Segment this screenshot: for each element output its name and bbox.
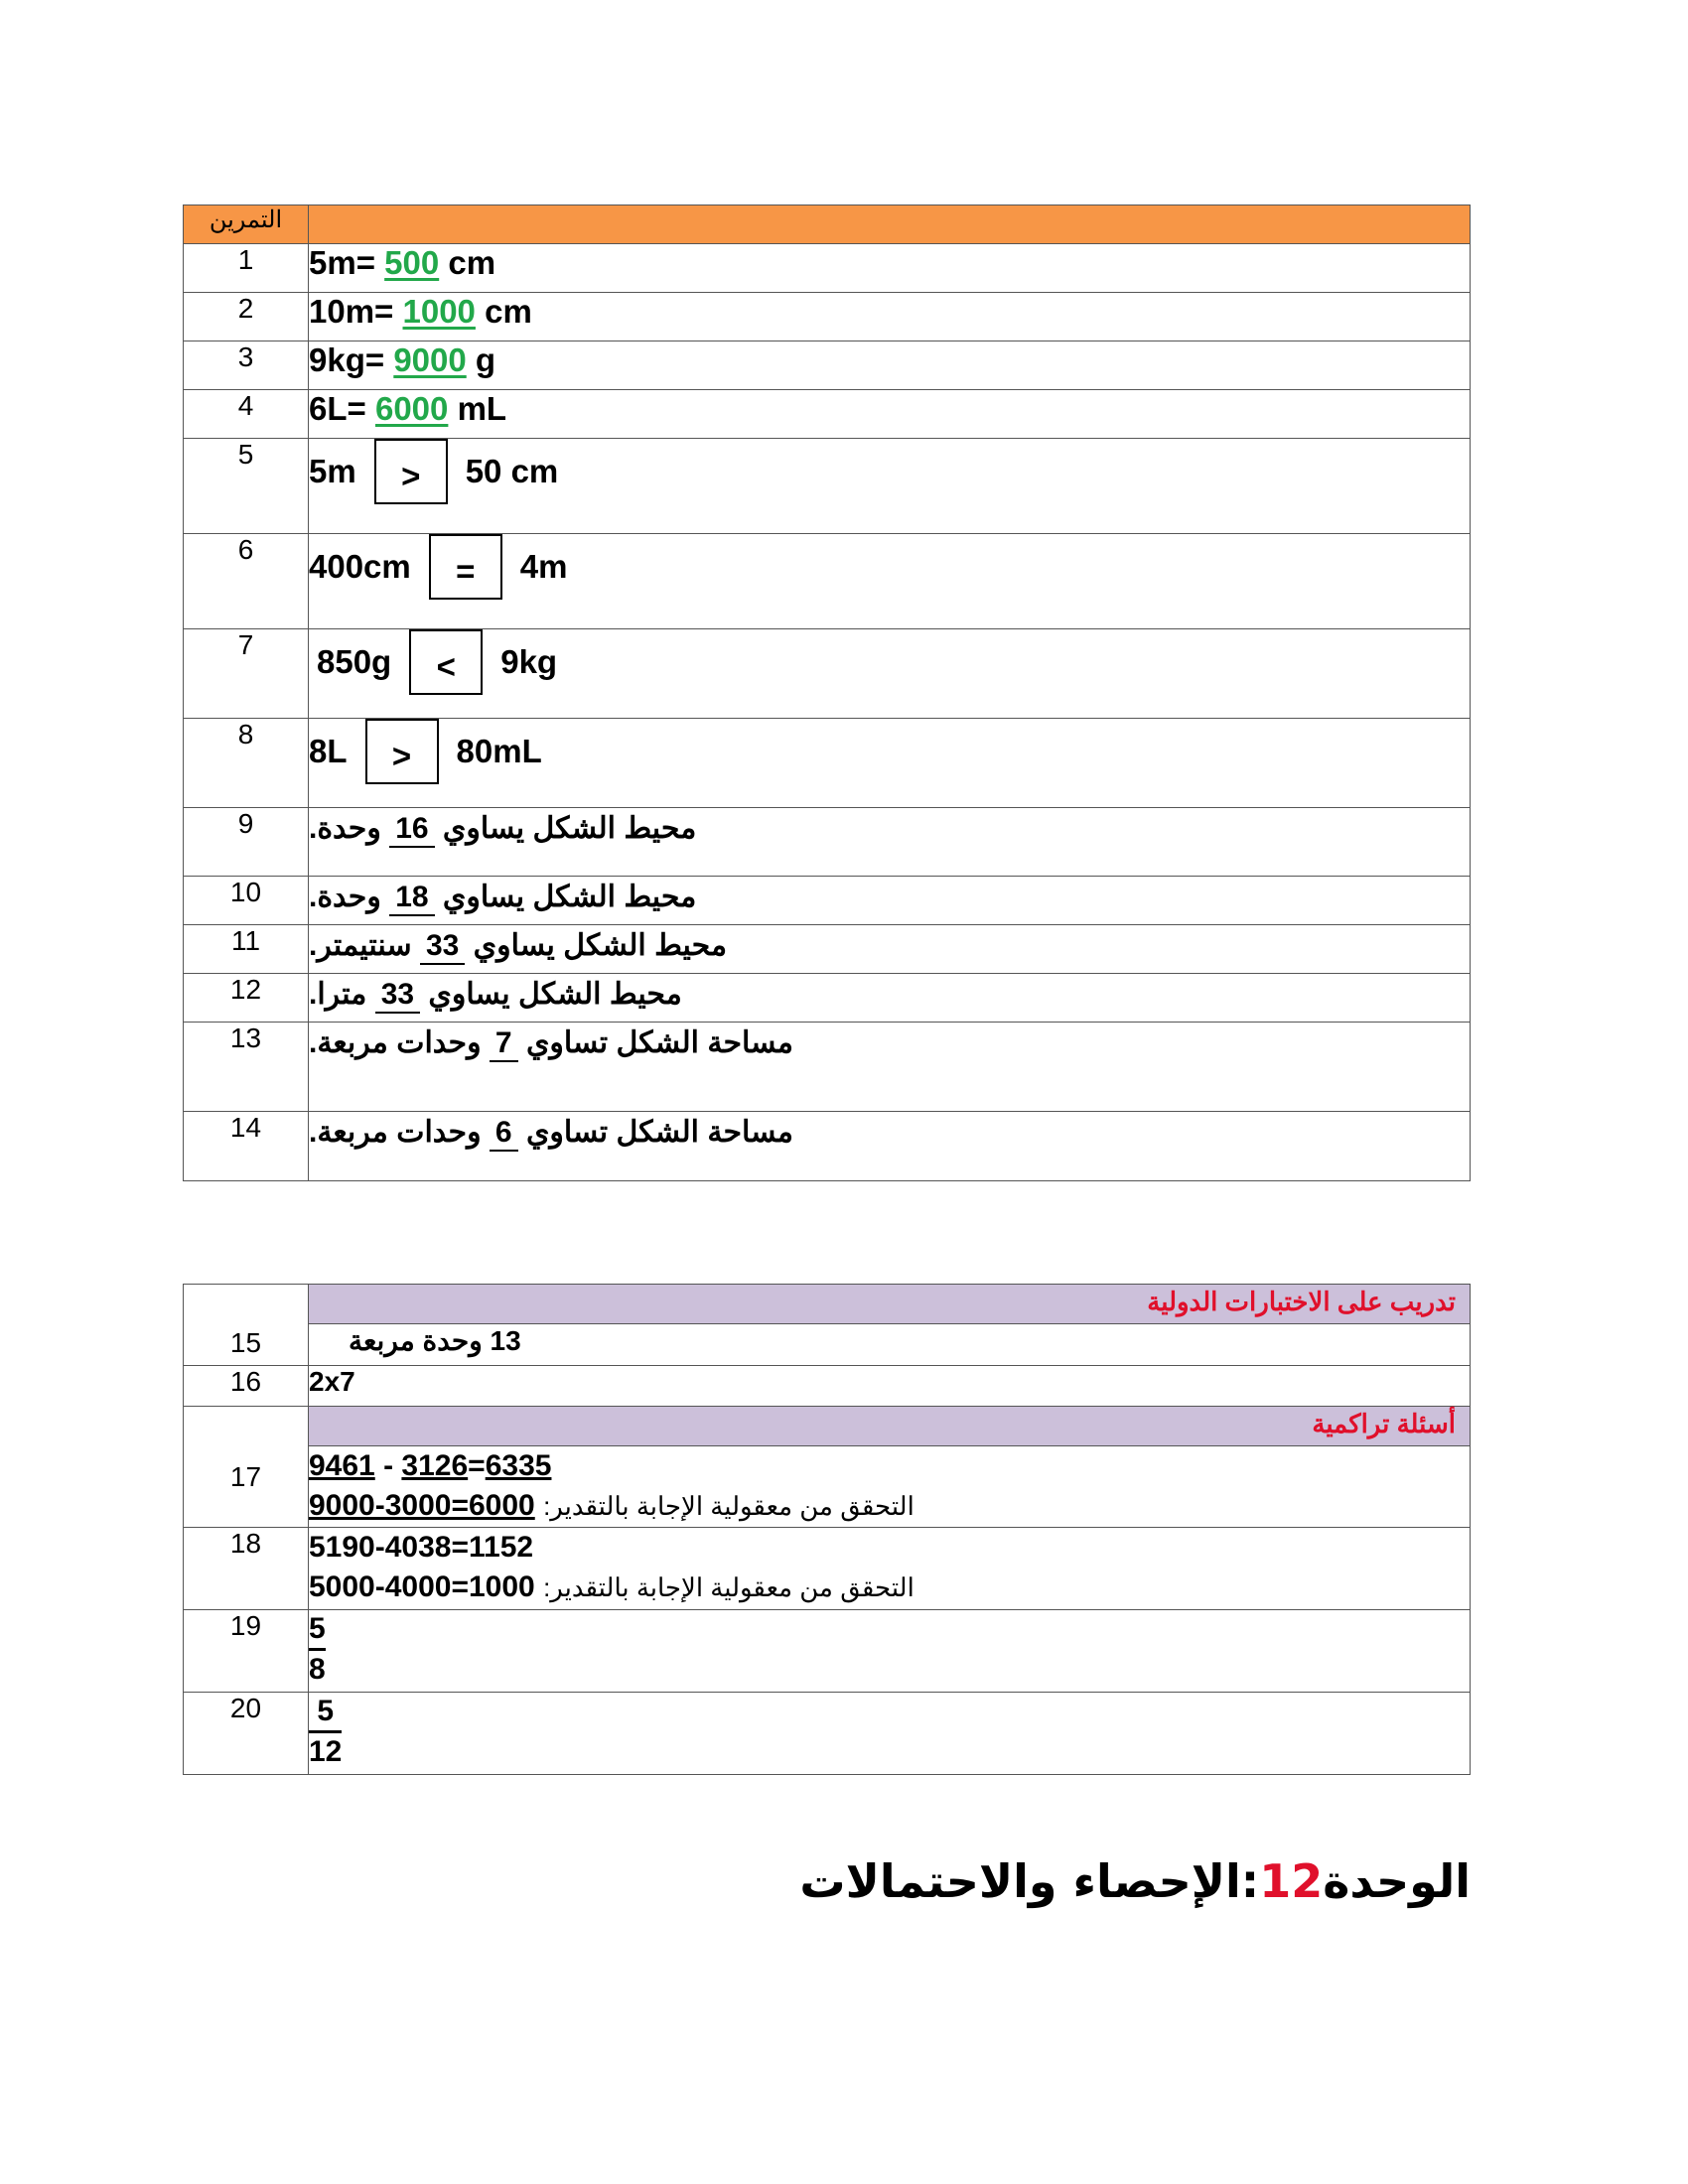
area-answer <box>309 1023 1471 1112</box>
unit-number: 12 <box>1259 1854 1324 1908</box>
row-number: 9 <box>184 808 309 877</box>
left-text: 8L <box>309 733 348 769</box>
left-text: 6L= <box>309 390 366 427</box>
row-number: 12 <box>184 974 309 1023</box>
perimeter-answer <box>309 974 1471 1023</box>
left-text: 5m= <box>309 244 375 281</box>
conversion-answer <box>309 390 1471 439</box>
fraction <box>309 1610 326 1689</box>
minuend: 9461 <box>309 1449 375 1482</box>
answer-cell <box>309 1446 1471 1528</box>
estimate-value: 9000-3000=6000 <box>309 1489 535 1522</box>
row-number: 5 <box>184 439 309 534</box>
table-row <box>184 390 1471 439</box>
row-number: 14 <box>184 1112 309 1181</box>
table-row <box>184 877 1471 925</box>
table-row <box>184 629 1471 719</box>
unit-prefix: الوحدة <box>1323 1854 1471 1908</box>
sentence-suffix: وحدة. <box>309 812 381 845</box>
sentence-suffix: وحدات مربعة. <box>309 1116 482 1149</box>
comparison-box: > <box>374 439 448 504</box>
estimate-label: التحقق من معقولية الإجابة بالتقدير: <box>543 1572 914 1602</box>
arabic-sentence <box>309 977 682 1014</box>
comparison-box: < <box>409 629 483 695</box>
right-text: 50 cm <box>465 453 559 489</box>
answers-table-1 <box>183 205 1471 1181</box>
answer-cell <box>309 1693 1471 1775</box>
comparison-box: > <box>365 719 439 784</box>
numerator: 5 <box>309 1610 326 1651</box>
row-number: 10 <box>184 877 309 925</box>
row-number: 7 <box>184 629 309 719</box>
table-row <box>184 925 1471 974</box>
table-row <box>184 1610 1471 1693</box>
table-row <box>184 293 1471 341</box>
left-text: 9kg= <box>309 341 385 378</box>
answer-cell <box>309 1528 1471 1610</box>
estimate-label: التحقق من معقولية الإجابة بالتقدير: <box>543 1491 914 1521</box>
left-text: 10m= <box>309 293 394 330</box>
row-number: 19 <box>184 1610 309 1693</box>
table-row <box>184 974 1471 1023</box>
comparison-box: = <box>429 534 502 600</box>
comparison-answer <box>309 629 1471 719</box>
right-text: 80mL <box>456 733 542 769</box>
denominator: 12 <box>309 1735 343 1768</box>
sentence-suffix: وحدات مربعة. <box>309 1026 482 1059</box>
table-row <box>184 341 1471 390</box>
unit-heading <box>799 1854 1471 1908</box>
table-row <box>184 1366 1471 1407</box>
estimate-line <box>309 1568 1470 1607</box>
row-number: 3 <box>184 341 309 390</box>
sentence-prefix: محيط الشكل يساوي <box>442 812 697 845</box>
row-number: 20 <box>184 1693 309 1775</box>
sentence-prefix: مساحة الشكل تساوي <box>525 1026 793 1059</box>
row-number: 8 <box>184 719 309 808</box>
area-answer <box>309 1112 1471 1181</box>
arabic-sentence <box>309 1025 793 1062</box>
table-row <box>184 1112 1471 1181</box>
row-number: 13 <box>184 1023 309 1112</box>
right-text: 9kg <box>500 643 558 680</box>
sentence-prefix: محيط الشكل يساوي <box>428 978 682 1011</box>
subtraction-line: 5190-4038=1152 <box>309 1531 534 1564</box>
table-row <box>184 244 1471 293</box>
estimate-line <box>309 1486 1470 1526</box>
row-number: 16 <box>184 1366 309 1407</box>
perimeter-answer <box>309 925 1471 974</box>
section-header-row <box>184 1285 1471 1324</box>
unit-text: mL <box>457 390 507 427</box>
comparison-answer <box>309 534 1471 629</box>
table-row <box>184 1324 1471 1366</box>
answer-value: 9000 <box>393 341 467 378</box>
answer-value: 6000 <box>374 390 449 427</box>
difference: 6335 <box>485 1449 552 1482</box>
sentence-suffix: وحدة. <box>309 881 381 913</box>
perimeter-answer <box>309 808 1471 877</box>
estimate-value: 5000-4000=1000 <box>309 1570 535 1603</box>
unit-title: :الإحصاء والاحتمالات <box>799 1854 1260 1908</box>
answer-value: 33 <box>420 929 465 965</box>
table-row <box>184 808 1471 877</box>
minus-sign: - <box>374 1449 402 1482</box>
cumulative-questions-title: أسئلة تراكمية <box>1312 1409 1456 1438</box>
table-row <box>184 1693 1471 1775</box>
perimeter-answer <box>309 877 1471 925</box>
subtrahend: 3126 <box>401 1449 469 1482</box>
row-number: 6 <box>184 534 309 629</box>
row-number: 4 <box>184 390 309 439</box>
header-blank <box>309 205 1471 244</box>
row-number: 11 <box>184 925 309 974</box>
comparison-answer <box>309 439 1471 534</box>
answer-value: 500 <box>384 244 440 281</box>
comparison-answer <box>309 719 1471 808</box>
table-row <box>184 1446 1471 1528</box>
row-number: 2 <box>184 293 309 341</box>
exercise-header: التمرين <box>184 205 309 244</box>
table-row <box>184 1023 1471 1112</box>
answer-value: 18 <box>389 881 434 916</box>
header-row <box>184 205 1471 244</box>
row-number: 15 <box>184 1285 309 1366</box>
sentence-prefix: محيط الشكل يساوي <box>473 929 728 962</box>
left-text: 400cm <box>309 548 411 585</box>
answer-value: 16 <box>389 812 434 848</box>
arabic-sentence <box>309 1115 793 1152</box>
table-row <box>184 534 1471 629</box>
international-tests-title: تدريب على الاختبارات الدولية <box>1147 1287 1456 1316</box>
sentence-prefix: مساحة الشكل تساوي <box>525 1116 793 1149</box>
conversion-answer <box>309 244 1471 293</box>
conversion-answer <box>309 293 1471 341</box>
answer-text: 13 وحدة مربعة <box>349 1325 521 1356</box>
left-text: 850g <box>317 643 392 680</box>
unit-text: g <box>475 341 496 378</box>
answer-value: 33 <box>375 978 420 1014</box>
arabic-sentence <box>309 811 696 848</box>
sentence-suffix: مترا. <box>309 978 367 1011</box>
equals-sign: = <box>468 1449 486 1482</box>
section-header-row <box>184 1407 1471 1446</box>
numerator: 5 <box>309 1693 342 1733</box>
unit-text: cm <box>448 244 496 281</box>
sentence-suffix: سنتيمتر. <box>309 929 412 962</box>
answer-cell <box>309 1610 1471 1693</box>
answer-value: 6 <box>490 1116 518 1152</box>
table-row <box>184 719 1471 808</box>
unit-text: cm <box>485 293 532 330</box>
subtraction-line <box>309 1446 1470 1486</box>
row-number: 18 <box>184 1528 309 1610</box>
section-header <box>309 1285 1471 1324</box>
arabic-sentence <box>309 880 696 916</box>
answer-cell: 2x7 <box>309 1366 1471 1407</box>
row-number: 17 <box>184 1407 309 1528</box>
arabic-sentence <box>309 928 727 965</box>
answer-value: 1000 <box>402 293 476 330</box>
fraction <box>309 1693 342 1771</box>
answer-cell <box>309 1324 1471 1366</box>
left-text: 5m <box>309 453 356 489</box>
answers-table-2 <box>183 1284 1471 1775</box>
row-number: 1 <box>184 244 309 293</box>
right-text: 4m <box>519 548 568 585</box>
table-row <box>184 439 1471 534</box>
table-row <box>184 1528 1471 1610</box>
denominator: 8 <box>309 1653 326 1686</box>
sentence-prefix: محيط الشكل يساوي <box>442 881 697 913</box>
conversion-answer <box>309 341 1471 390</box>
answer-value: 7 <box>490 1026 518 1062</box>
section-header <box>309 1407 1471 1446</box>
